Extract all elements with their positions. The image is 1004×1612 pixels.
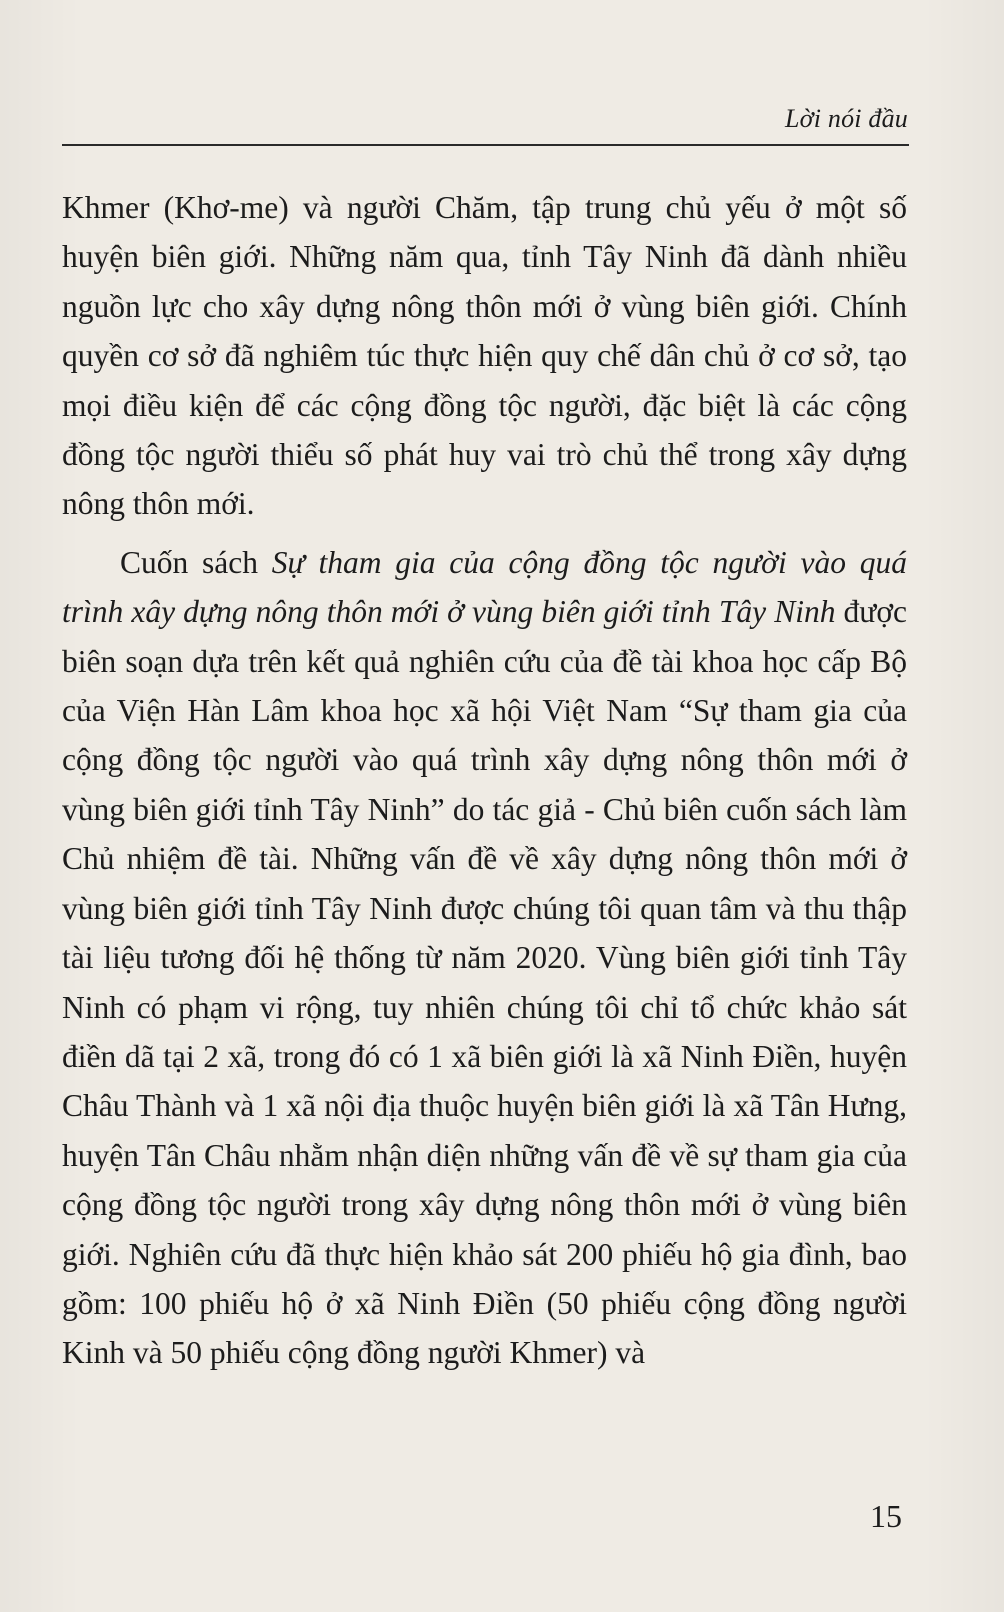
book-title-italic: Sự tham gia của cộng đồng tộc người vào quá trình xây dựng nông thôn mới ở vùng biên giới tỉnh Tây Ninh: [62, 544, 907, 630]
running-header-title: Lời nói đầu: [785, 104, 908, 133]
paragraph-2-lead: Cuốn sách: [120, 544, 272, 580]
page-body: [62, 183, 907, 1378]
paragraph-2-rest: được biên soạn dựa trên kết quả nghiên cứu của đề tài khoa học cấp Bộ của Viện Hàn Lâm khoa học xã hội Việt Nam “Sự tham gia của cộng đồng tộc người vào quá trình xây dựng nông thôn mới ở vùng biên giới tỉnh Tây Ninh” do tác giả - Chủ biên cuốn sách làm Chủ nhiệm đề tài. Những vấn đề về xây dựng nông thôn mới ở vùng biên giới tỉnh Tây Ninh được chúng tôi quan tâm và thu thập tài liệu tương đối hệ thống từ năm 2020. Vùng biên giới tỉnh Tây Ninh có phạm vi rộng, tuy nhiên chúng tôi chỉ tổ chức khảo sát điền dã tại 2 xã, trong đó có 1 xã biên giới là xã Ninh Điền, huyện Châu Thành và 1 xã nội địa thuộc huyện biên giới là xã Tân Hưng, huyện Tân Châu nhằm nhận diện những vấn đề về sự tham gia của cộng đồng tộc người trong xây dựng nông thôn mới ở vùng biên giới. Nghiên cứu đã thực hiện khảo sát 200 phiếu hộ gia đình, bao gồm: 100 phiếu hộ ở xã Ninh Điền (50 phiếu cộng đồng người Kinh và 50 phiếu cộng đồng người Khmer) và: [62, 594, 907, 1371]
page-number: 15: [870, 1498, 902, 1534]
header-rule: [62, 144, 909, 146]
paragraph-2: [62, 538, 907, 1378]
paragraph-1: Khmer (Khơ-me) và người Chăm, tập trung chủ yếu ở một số huyện biên giới. Những năm qua, tỉnh Tây Ninh đã dành nhiều nguồn lực cho xây dựng nông thôn mới ở vùng biên giới. Chính quyền cơ sở đã nghiêm túc thực hiện quy chế dân chủ ở cơ sở, tạo mọi điều kiện để các cộng đồng tộc người, đặc biệt là các cộng đồng tộc người thiểu số phát huy vai trò chủ thể trong xây dựng nông thôn mới.: [62, 190, 907, 522]
